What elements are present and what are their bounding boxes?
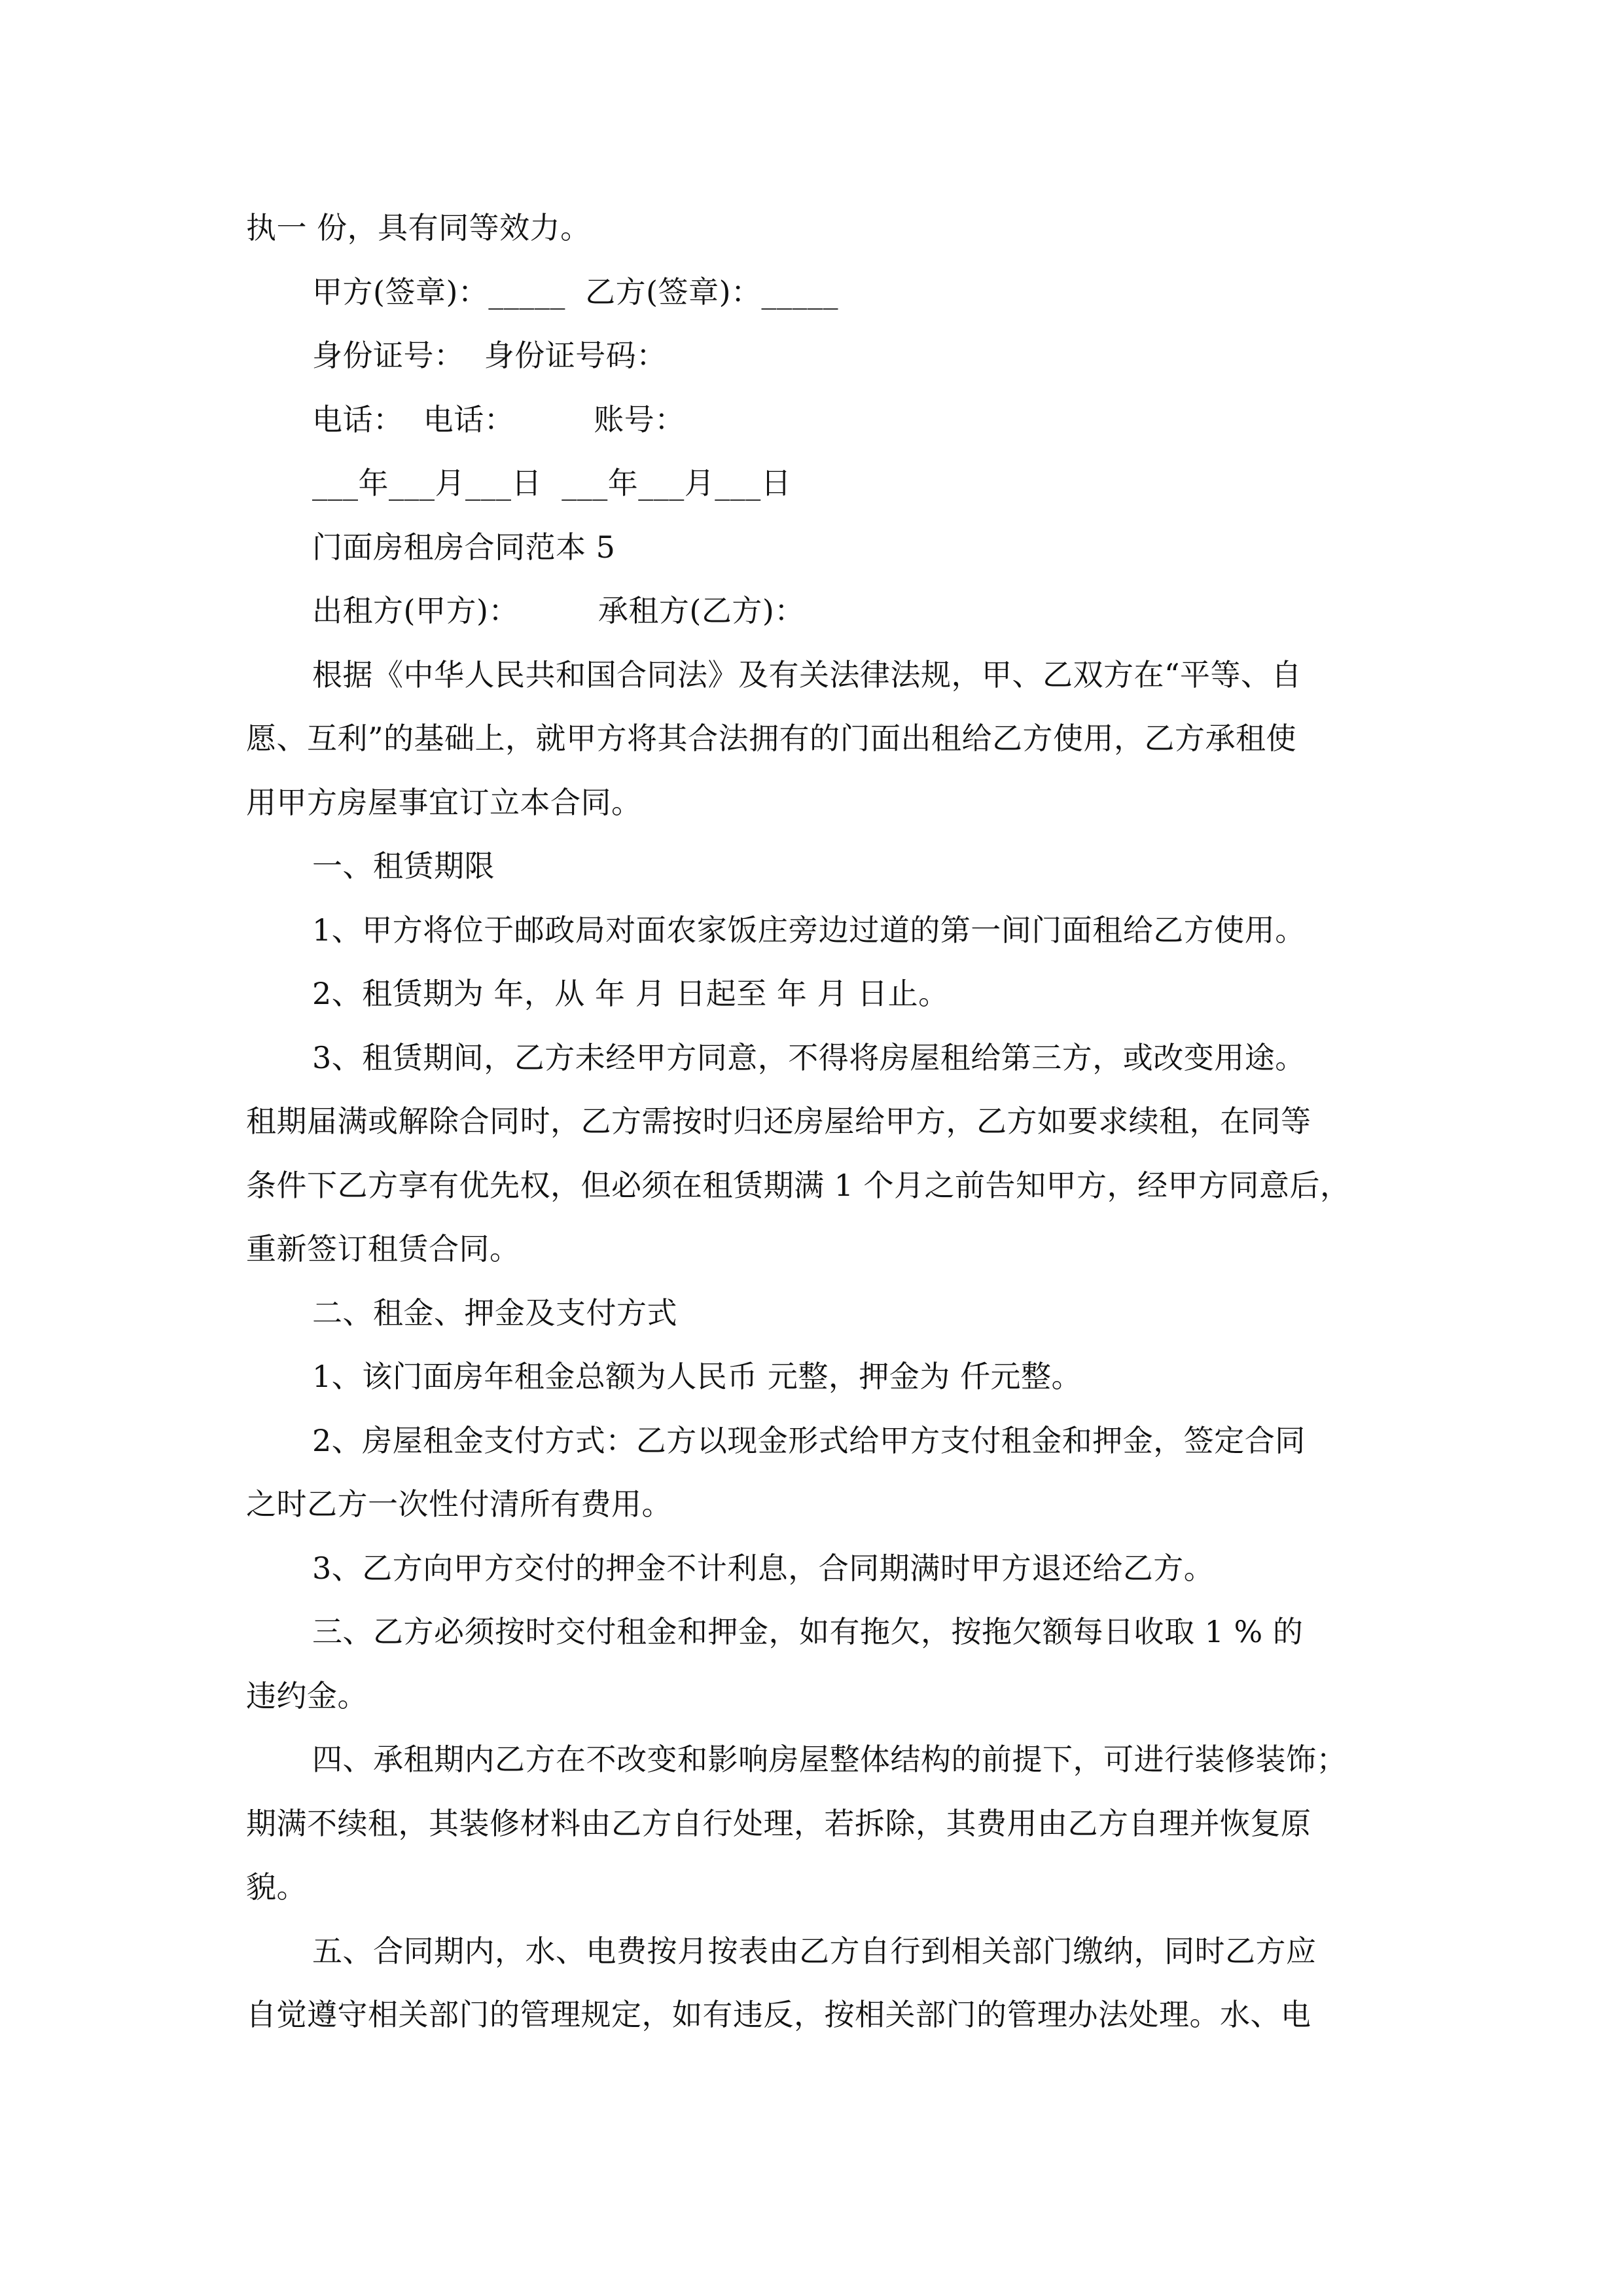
text-line: 违约金。 [246, 1677, 368, 1713]
text-line: 愿、互利”的基础上，就甲方将其合法拥有的门面出租给乙方使用，乙方承租使 [246, 721, 1297, 756]
text-line: 根据《中华人民共和国合同法》及有关法律法规，甲、乙双方在“平等、自 [312, 656, 1302, 692]
text-line: 2、租赁期为 年，从 年 月 日起至 年 月 日止。 [312, 976, 949, 1011]
text-line: 二、租金、押金及支付方式 [312, 1295, 677, 1331]
text-line: 3、租赁期间，乙方未经甲方同意，不得将房屋租给第三方，或改变用途。 [312, 1039, 1306, 1075]
text-line: 一、租赁期限 [312, 848, 495, 884]
contract-body [246, 196, 1378, 2047]
text-line: 出租方(甲方)： 承租方(乙方)： [312, 593, 805, 628]
text-line: 三、乙方必须按时交付租金和押金，如有拖欠，按拖欠额每日收取 1 % 的 [312, 1614, 1304, 1649]
text-line: 1、甲方将位于邮政局对面农家饭庄旁边过道的第一间门面租给乙方使用。 [312, 912, 1306, 948]
text-line: 五、合同期内，水、电费按月按表由乙方自行到相关部门缴纳，同时乙方应 [312, 1933, 1317, 1969]
text-line: 重新签订租赁合同。 [246, 1231, 520, 1266]
text-line: 3、乙方向甲方交付的押金不计利息，合同期满时甲方退还给乙方。 [312, 1550, 1215, 1586]
text-line: 门面房租房合同范本 5 [312, 529, 616, 565]
text-line: 身份证号： 身份证号码： [312, 338, 667, 373]
text-line: 自觉遵守相关部门的管理规定，如有违反，按相关部门的管理办法处理。水、电 [246, 1997, 1311, 2032]
text-line: 甲方(签章)：_____ 乙方(签章)：_____ [312, 274, 839, 310]
text-line: 1、该门面房年租金总额为人民币 元整，押金为 仟元整。 [312, 1359, 1082, 1394]
text-line: 租期届满或解除合同时，乙方需按时归还房屋给甲方，乙方如要求续租，在同等 [246, 1103, 1311, 1139]
text-line: 用甲方房屋事宜订立本合同。 [246, 784, 642, 820]
text-line: 执一 份，具有同等效力。 [246, 210, 591, 245]
text-line: 2、房屋租金支付方式：乙方以现金形式给甲方支付租金和押金，签定合同 [312, 1422, 1306, 1458]
text-line: 条件下乙方享有优先权，但必须在租赁期满 1 个月之前告知甲方，经甲方同意后， [246, 1167, 1351, 1203]
text-line: ___年___月___日 ___年___月___日 [312, 465, 792, 501]
text-line: 四、承租期内乙方在不改变和影响房屋整体结构的前提下，可进行装修装饰； [312, 1742, 1347, 1777]
text-line: 貌。 [246, 1869, 307, 1905]
text-line: 电话： 电话： 账号： [312, 401, 685, 437]
text-line: 之时乙方一次性付清所有费用。 [246, 1486, 672, 1522]
text-line: 期满不续租，其装修材料由乙方自行处理，若拆除，其费用由乙方自理并恢复原 [246, 1805, 1311, 1841]
